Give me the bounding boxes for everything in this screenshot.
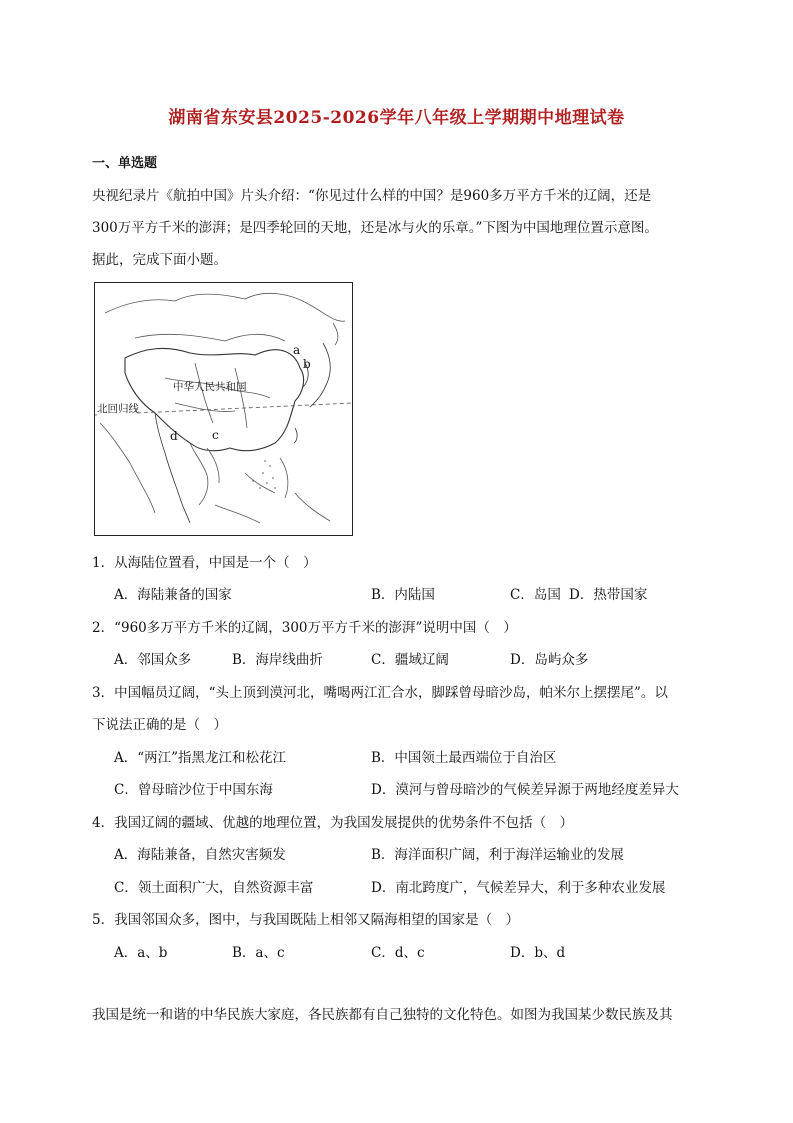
intro-line-3: 据此，完成下面小题。 — [92, 252, 227, 268]
q3-option-d: D．漠河与曾母暗沙的气候差异源于两地经度差异大 — [371, 782, 679, 798]
q2-option-b: B．海岸线曲折 — [232, 652, 323, 668]
q2-option-a: A．邻国众多 — [114, 652, 192, 668]
question-2-stem: 2．“960多万平方千米的辽阔，300万平方千米的澎湃”说明中国（ ） — [92, 620, 517, 636]
q4-option-c: C．领土面积广大，自然资源丰富 — [114, 880, 314, 896]
q4-option-b: B．海洋面积广阔，利于海洋运输业的发展 — [371, 847, 624, 863]
q5-option-b: B．a、c — [232, 945, 285, 961]
q3-option-b: B．中国领土最西端位于自治区 — [371, 750, 557, 766]
map-tropic-label: 北回归线 — [97, 403, 139, 415]
q1-option-c: C．岛国 — [510, 587, 561, 603]
intro-line-2: 300万平方千米的澎湃；是四季轮回的天地，还是冰与火的乐章。”下图为中国地理位置示意图。 — [92, 220, 658, 236]
q3-option-c: C．曾母暗沙位于中国东海 — [114, 782, 273, 798]
question-5-stem: 5．我国邻国众多，图中，与我国既陆上相邻又隔海相望的国家是（ ） — [92, 912, 520, 928]
section-heading: 一、单选题 — [92, 156, 158, 171]
china-location-map — [94, 282, 353, 536]
q2-option-d: D．岛屿众多 — [510, 652, 589, 668]
q5-option-a: A．a、b — [114, 945, 168, 961]
q5-option-d: D．b、d — [510, 945, 566, 961]
closing-paragraph: 我国是统一和谐的中华民族大家庭，各民族都有自己独特的文化特色。如图为我国某少数民族及其 — [92, 1007, 673, 1023]
q3-option-a: A．“两江”指黑龙江和松花江 — [114, 750, 287, 766]
question-3-stem: 3．中国幅员辽阔，“头上顶到漠河北，嘴喝两江汇合水，脚踩曾母暗沙岛，帕米尔上摆摆尾”。以 — [92, 685, 668, 701]
q2-option-c: C．疆域辽阔 — [371, 652, 449, 668]
q5-option-c: C．d、c — [371, 945, 425, 961]
exam-title: 湖南省东安县2025-2026学年八年级上学期期中地理试卷 — [168, 108, 625, 128]
map-marker-d: d — [170, 429, 178, 443]
question-1-stem: 1．从海陆位置看，中国是一个（ ） — [92, 555, 317, 571]
q1-option-d: D．热带国家 — [569, 587, 648, 603]
q1-option-a: A．海陆兼备的国家 — [114, 587, 232, 603]
question-3-stem-cont: 下说法正确的是（ ） — [92, 717, 227, 733]
q4-option-a: A．海陆兼备，自然灾害频发 — [114, 847, 286, 863]
q1-option-b: B．内陆国 — [371, 587, 435, 603]
map-china-label: 中华人民共和国 — [173, 381, 247, 393]
map-marker-c: c — [212, 428, 219, 442]
intro-line-1: 央视纪录片《航拍中国》片头介绍：“你见过什么样的中国？是960多万平方千米的辽阔，还是 — [92, 188, 652, 204]
map-marker-a: a — [293, 343, 301, 357]
map-marker-b: b — [303, 357, 311, 371]
q4-option-d: D．南北跨度广，气候差异大，利于多种农业发展 — [371, 880, 666, 896]
question-4-stem: 4．我国辽阔的疆域、优越的地理位置，为我国发展提供的优势条件不包括（ ） — [92, 815, 574, 831]
